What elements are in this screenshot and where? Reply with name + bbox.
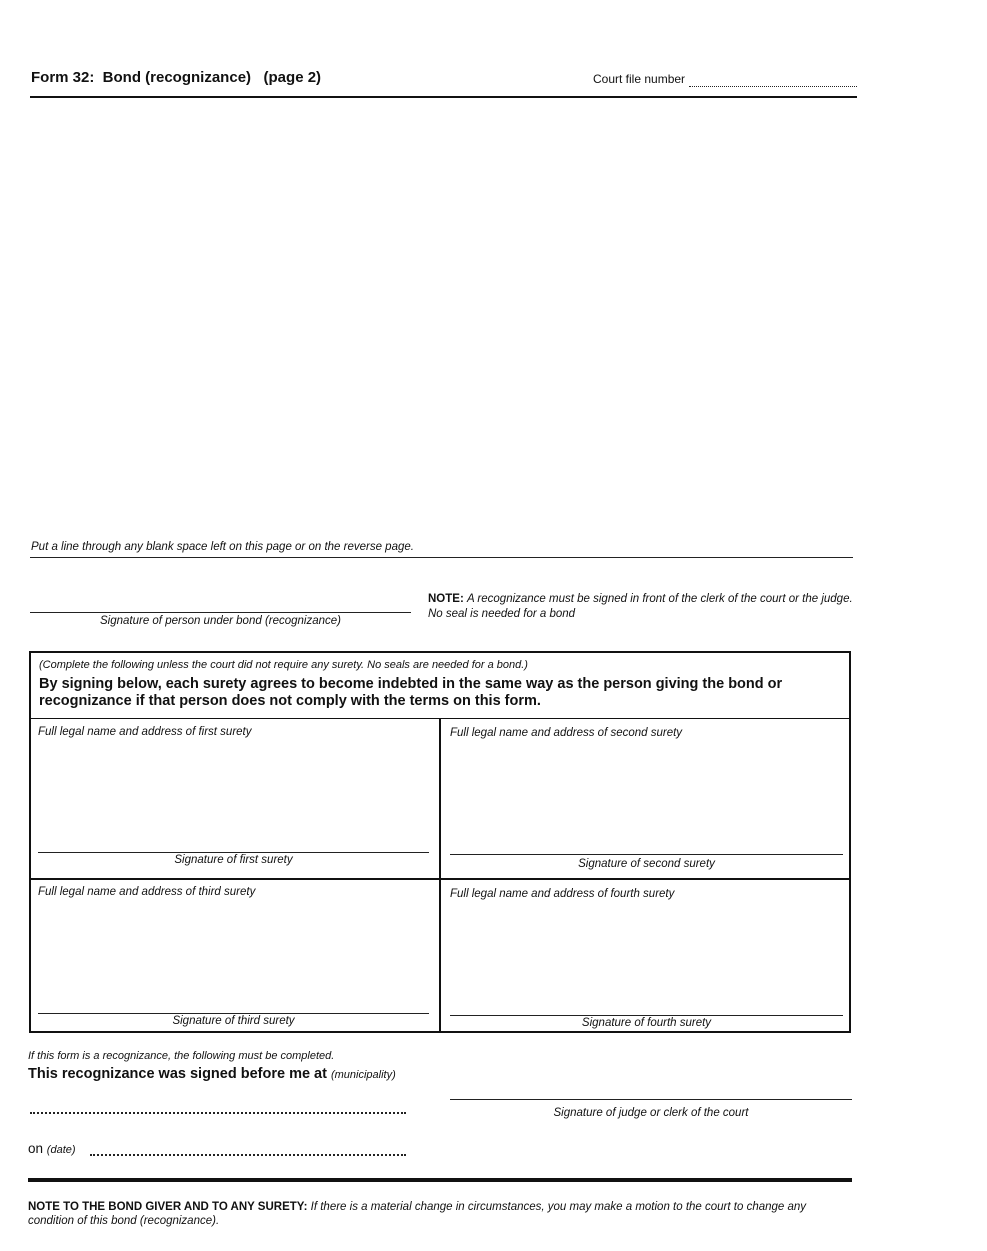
footer-divider	[28, 1178, 852, 1182]
second-surety-label: Full legal name and address of second surety	[450, 727, 683, 739]
on-label-text: on	[28, 1141, 44, 1156]
recognizance-condition-note: If this form is a recognizance, the following must be completed.	[28, 1050, 335, 1062]
person-signature-line[interactable]	[30, 612, 411, 613]
date-label	[28, 1141, 76, 1156]
footer-note	[28, 1200, 854, 1228]
first-surety-signature-caption: Signature of first surety	[174, 854, 293, 866]
blank-space-divider	[30, 557, 853, 558]
surety-box-divider-vertical	[439, 718, 441, 1033]
judge-signature-caption: Signature of judge or clerk of the court	[553, 1107, 749, 1119]
second-surety-signature-line[interactable]	[450, 854, 843, 855]
date-field[interactable]	[90, 1144, 406, 1156]
judge-signature-line[interactable]	[450, 1099, 852, 1100]
footer-note-text: If there is a material change in circumstances, you may make a motion to the court to change any condition of this bond (recognizance).	[28, 1201, 807, 1227]
signing-note-text: A recognizance must be signed in front of the clerk of the court or the judge. No seal is needed for a bond	[428, 593, 853, 620]
third-surety-label: Full legal name and address of third surety	[38, 886, 256, 898]
recognizance-signed-text: This recognizance was signed before me at	[28, 1066, 327, 1082]
date-hint: (date)	[46, 1144, 76, 1156]
surety-agreement: By signing below, each surety agrees to become indebted in the same way as the person giving the bond or recognizance if that person does not comply with the terms on this form.	[39, 676, 783, 709]
fourth-surety-label: Full legal name and address of fourth surety	[450, 888, 675, 900]
person-signature-caption: Signature of person under bond (recognizance)	[99, 615, 342, 627]
form-title: Form 32: Bond (recognizance) (page 2)	[31, 69, 322, 86]
signing-note	[428, 592, 853, 622]
court-file-number-field[interactable]	[689, 72, 857, 87]
fourth-surety-signature-caption: Signature of fourth surety	[581, 1017, 712, 1029]
blank-space-instruction: Put a line through any blank space left on this page or on the reverse page.	[31, 541, 414, 553]
recognizance-signed-statement	[28, 1066, 396, 1082]
third-surety-signature-caption: Signature of third surety	[172, 1015, 295, 1027]
municipality-hint: (municipality)	[330, 1069, 396, 1081]
municipality-field[interactable]	[30, 1102, 406, 1114]
surety-instruction: (Complete the following unless the court did not require any surety. No seals are needed for a bond.)	[39, 659, 528, 671]
first-surety-label: Full legal name and address of first surety	[38, 726, 252, 738]
second-surety-signature-caption: Signature of second surety	[578, 858, 715, 870]
signing-note-lead: NOTE:	[428, 593, 464, 605]
fourth-surety-signature-line[interactable]	[450, 1015, 843, 1016]
first-surety-signature-line[interactable]	[38, 852, 429, 853]
header-divider	[30, 96, 857, 98]
footer-note-lead: NOTE TO THE BOND GIVER AND TO ANY SURETY:	[28, 1201, 308, 1213]
court-file-number-label: Court file number	[593, 72, 686, 86]
third-surety-signature-line[interactable]	[38, 1013, 429, 1014]
